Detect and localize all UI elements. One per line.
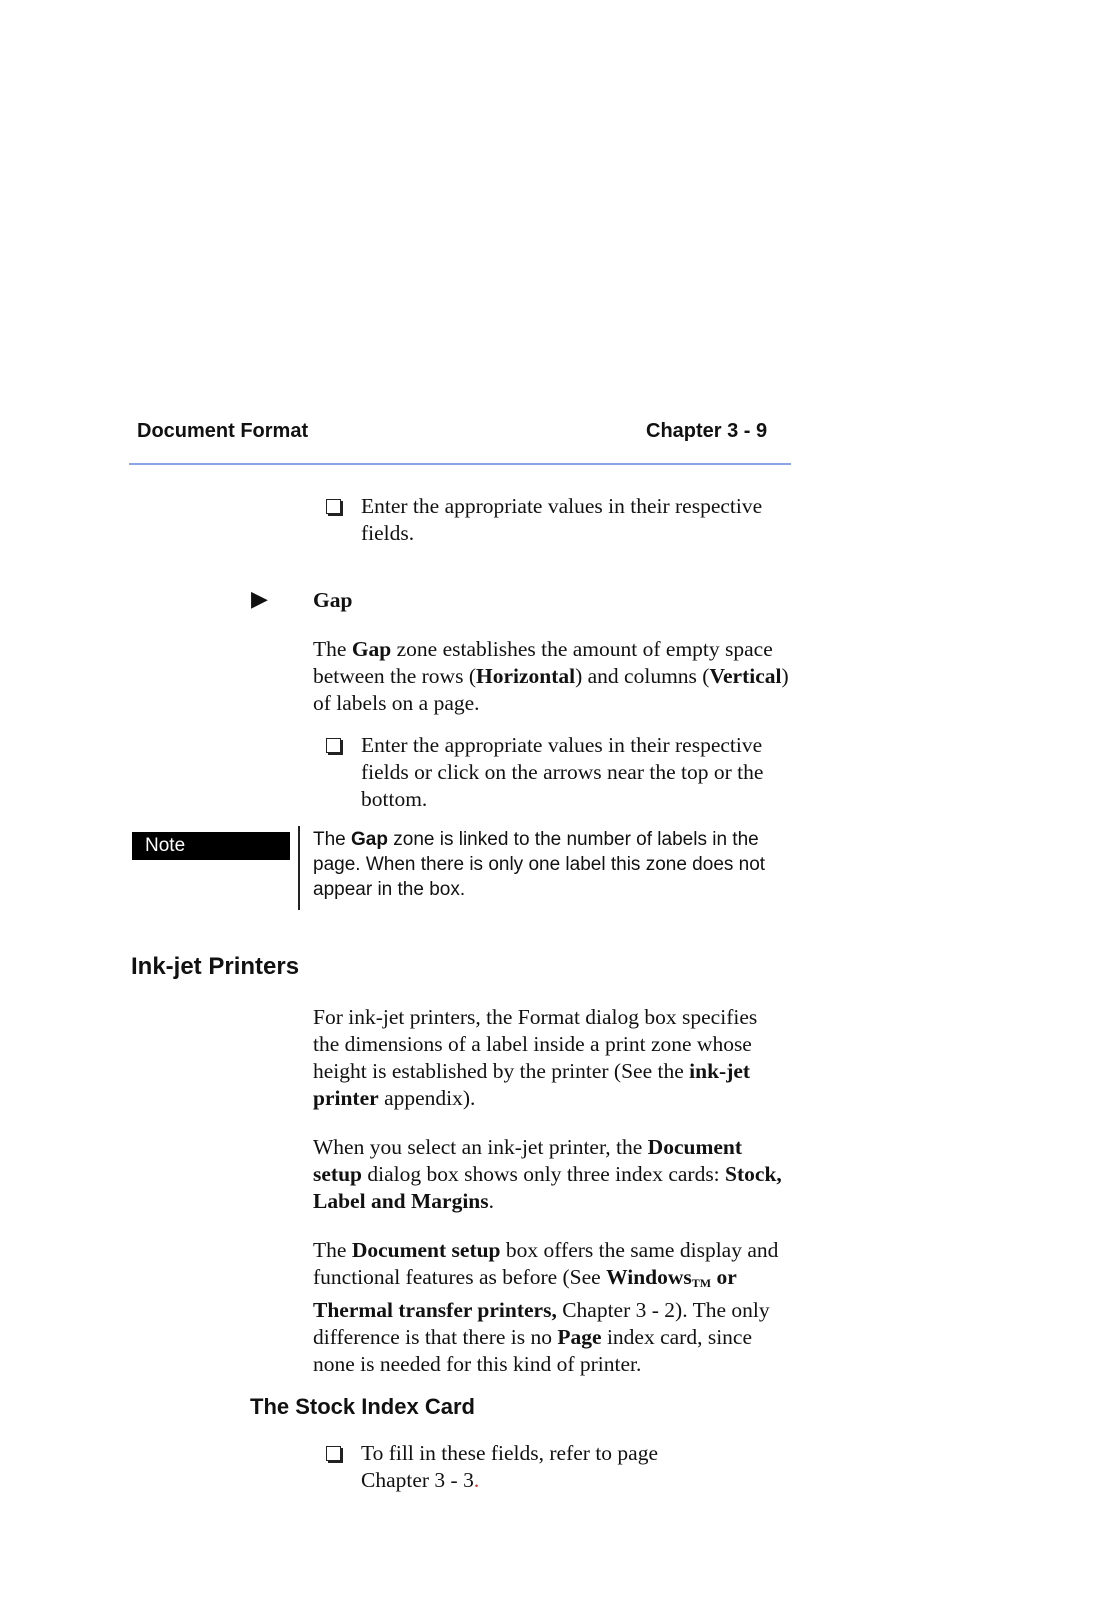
inkjet-paragraph-2: When you select an ink-jet printer, the Document setup dialog box shows only three index cards: Stock, Label and Margins.: [313, 1135, 782, 1213]
gap-bullet-text: Enter the appropriate values in their respective fields or click on the arrows near the top or the bottom.: [361, 733, 764, 811]
gap-heading: Gap: [313, 588, 353, 612]
note-text: The Gap zone is linked to the number of labels in the page. When there is only one label this zone does not appear in the box.: [313, 829, 766, 900]
subsection-title: The Stock Index Card: [250, 1394, 475, 1419]
checkbox-bullet-icon: [326, 499, 341, 514]
running-header-page: Chapter 3 - 9: [646, 420, 768, 442]
gap-paragraph: The Gap zone establishes the amount of empty space between the rows (Horizontal) and columns (Vertical) of labels on a page.: [313, 637, 789, 715]
header-rule: [129, 463, 791, 465]
note-label: Note: [132, 832, 290, 860]
inkjet-paragraph-1: For ink-jet printers, the Format dialog box specifies the dimensions of a label inside a print zone whose height is established by the printer (See the ink-jet printer appendix).: [313, 1005, 758, 1110]
checkbox-bullet-icon: [326, 1446, 341, 1461]
checkbox-bullet-icon: [326, 738, 341, 753]
bullet-text: Enter the appropriate values in their respective fields.: [361, 494, 763, 545]
section-title: Ink-jet Printers: [131, 953, 300, 980]
running-header-title: Document Format: [137, 420, 309, 442]
note-divider: [298, 826, 300, 910]
inkjet-paragraph-3: The Document setup box offers the same display and functional features as before (See Windows$_{TM}$ or Thermal transfer printers, Chapter 3 - 2). The only difference is that there is no Page index card, since none is needed for this kind of printer.: [313, 1238, 779, 1376]
stock-bullet-text: To fill in these fields, refer to page Chapter 3 - 3.: [361, 1441, 659, 1492]
arrow-right-icon: ▶: [251, 586, 268, 611]
